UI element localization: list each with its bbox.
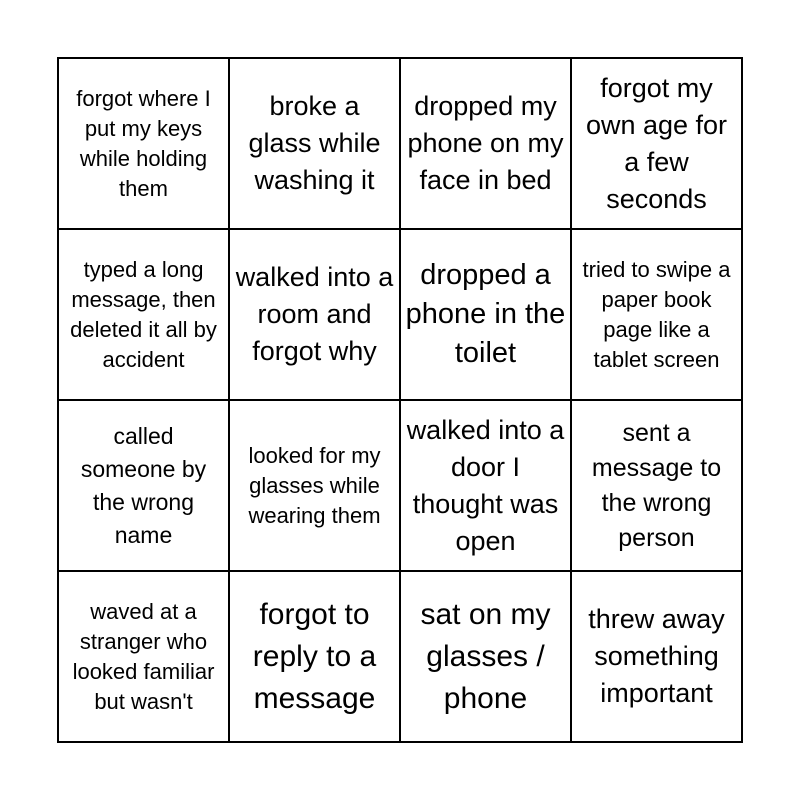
cell-text: tried to swipe a paper book page like a tablet screen [582, 256, 731, 372]
bingo-cell[interactable] [58, 571, 229, 742]
cell-text: walked into a room and forgot why [235, 262, 394, 366]
bingo-cell[interactable] [58, 400, 229, 571]
bingo-cell[interactable] [400, 571, 571, 742]
cell-text: sat on my glasses / phone [420, 597, 551, 715]
bingo-cell[interactable] [571, 58, 742, 229]
cell-text: threw away something important [588, 604, 725, 708]
bingo-cell[interactable] [571, 400, 742, 571]
cell-text: forgot my own age for a few seconds [585, 72, 728, 214]
bingo-cell[interactable] [571, 229, 742, 400]
cell-text: broke a glass while washing it [248, 91, 381, 195]
cell-text: called someone by the wrong name [80, 422, 207, 548]
cell-text: forgot to reply to a message [252, 597, 377, 715]
cell-text: sent a message to the wrong person [591, 418, 722, 552]
bingo-board [57, 57, 743, 743]
cell-text: waved at a stranger who looked familiar but wasn't [72, 598, 215, 714]
bingo-cell[interactable] [229, 229, 400, 400]
bingo-cell[interactable] [400, 400, 571, 571]
cell-text: typed a long message, then deleted it all by accident [70, 256, 217, 372]
cell-text: dropped a phone in the toilet [405, 259, 566, 369]
bingo-cell[interactable] [229, 58, 400, 229]
bingo-cell[interactable] [58, 58, 229, 229]
cell-text: walked into a door I thought was open [406, 414, 565, 556]
bingo-cell[interactable] [571, 571, 742, 742]
cell-text: looked for my glasses while wearing them [248, 442, 381, 528]
bingo-cell[interactable] [58, 229, 229, 400]
bingo-cell[interactable] [229, 571, 400, 742]
bingo-cell[interactable] [400, 229, 571, 400]
bingo-cell[interactable] [229, 400, 400, 571]
cell-text: dropped my phone on my face in bed [407, 91, 564, 195]
bingo-cell[interactable] [400, 58, 571, 229]
cell-text: forgot where I put my keys while holding them [76, 85, 211, 201]
